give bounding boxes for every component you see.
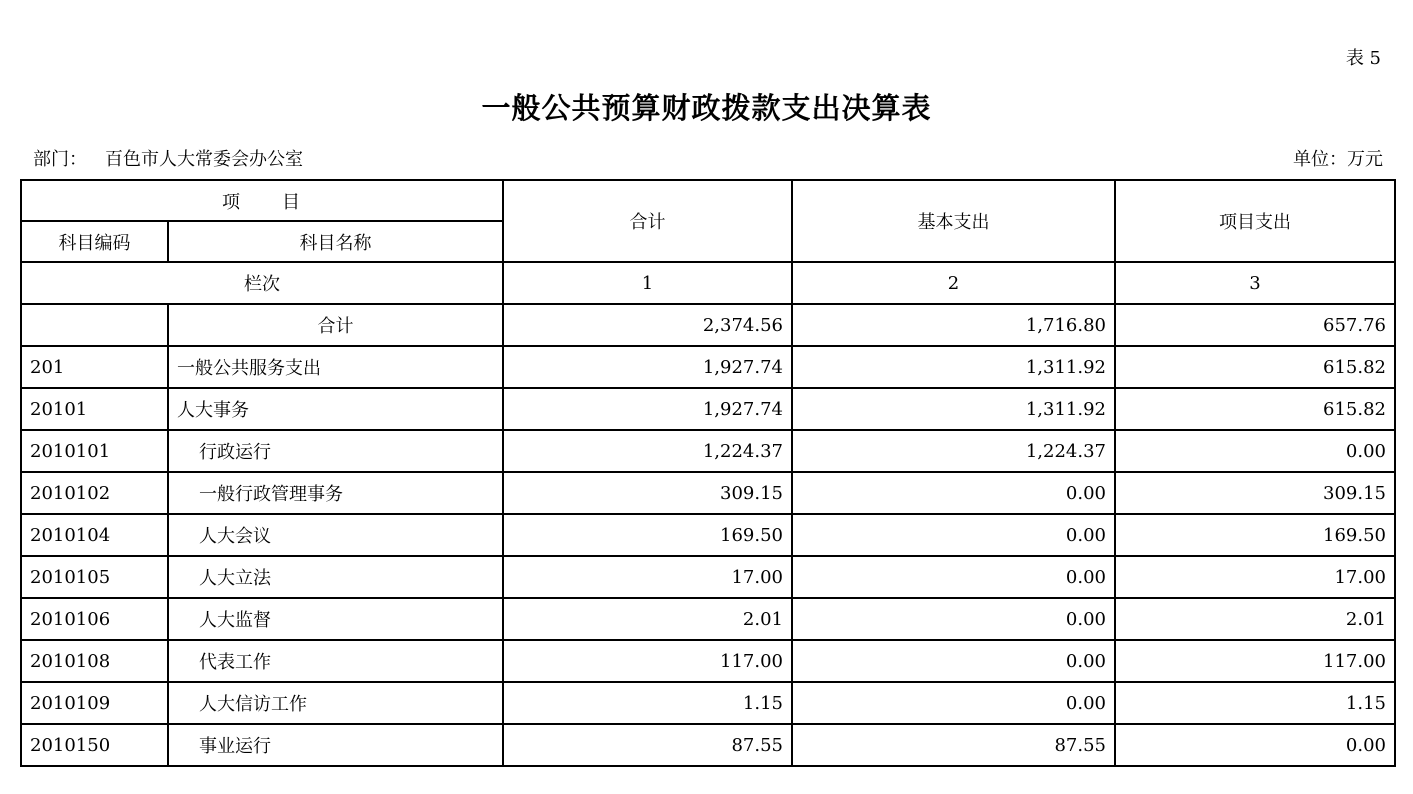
row-project: 117.00	[1115, 640, 1395, 682]
row-project: 169.50	[1115, 514, 1395, 556]
table-number: 表 5	[1345, 48, 1381, 69]
row-total: 117.00	[503, 640, 792, 682]
row-project: 2.01	[1115, 598, 1395, 640]
row-code: 2010106	[21, 598, 168, 640]
budget-table	[20, 179, 1396, 767]
row-basic: 0.00	[792, 682, 1115, 724]
sequence-row	[21, 262, 1395, 304]
table-row	[21, 724, 1395, 766]
table-row	[21, 514, 1395, 556]
row-basic: 0.00	[792, 514, 1115, 556]
summary-code	[21, 304, 168, 346]
row-code: 2010150	[21, 724, 168, 766]
page-title: 一般公共预算财政拨款支出决算表	[481, 91, 932, 125]
row-name: 人大信访工作	[168, 682, 503, 724]
department-name: 百色市人大常委会办公室	[105, 149, 303, 170]
summary-label: 合计	[168, 304, 503, 346]
row-basic: 0.00	[792, 640, 1115, 682]
row-project: 0.00	[1115, 430, 1395, 472]
row-basic: 1,311.92	[792, 346, 1115, 388]
row-basic: 1,224.37	[792, 430, 1115, 472]
row-name: 一般公共服务支出	[168, 346, 503, 388]
department-label: 部门：	[33, 149, 87, 170]
row-project: 1.15	[1115, 682, 1395, 724]
row-total: 1,927.74	[503, 388, 792, 430]
row-basic: 87.55	[792, 724, 1115, 766]
sequence-2: 2	[792, 262, 1115, 304]
row-project: 615.82	[1115, 346, 1395, 388]
row-name: 行政运行	[168, 430, 503, 472]
row-total: 169.50	[503, 514, 792, 556]
row-code: 2010104	[21, 514, 168, 556]
sequence-1: 1	[503, 262, 792, 304]
row-project: 309.15	[1115, 472, 1395, 514]
row-code: 2010101	[21, 430, 168, 472]
row-code: 2010102	[21, 472, 168, 514]
header-basic: 基本支出	[792, 180, 1115, 262]
row-code: 2010108	[21, 640, 168, 682]
row-total: 1,927.74	[503, 346, 792, 388]
sequence-label: 栏次	[21, 262, 503, 304]
row-total: 2.01	[503, 598, 792, 640]
summary-row	[21, 304, 1395, 346]
row-name: 人大事务	[168, 388, 503, 430]
row-code: 201	[21, 346, 168, 388]
row-basic: 0.00	[792, 598, 1115, 640]
table-row	[21, 430, 1395, 472]
header-code: 科目编码	[21, 221, 168, 262]
table-row	[21, 556, 1395, 598]
row-code: 2010105	[21, 556, 168, 598]
header-item: 项 目	[21, 180, 503, 221]
row-total: 1,224.37	[503, 430, 792, 472]
row-name: 代表工作	[168, 640, 503, 682]
row-code: 2010109	[21, 682, 168, 724]
unit-label: 单位：万元	[1293, 149, 1383, 170]
header-total: 合计	[503, 180, 792, 262]
row-project: 0.00	[1115, 724, 1395, 766]
row-name: 人大监督	[168, 598, 503, 640]
row-name: 人大立法	[168, 556, 503, 598]
row-code: 20101	[21, 388, 168, 430]
department-line	[33, 145, 303, 171]
row-total: 1.15	[503, 682, 792, 724]
header-row-1	[21, 180, 1395, 221]
row-basic: 0.00	[792, 472, 1115, 514]
row-total: 87.55	[503, 724, 792, 766]
header-name: 科目名称	[168, 221, 503, 262]
table-row	[21, 640, 1395, 682]
row-basic: 1,311.92	[792, 388, 1115, 430]
summary-project: 657.76	[1115, 304, 1395, 346]
table-row	[21, 598, 1395, 640]
row-basic: 0.00	[792, 556, 1115, 598]
row-total: 309.15	[503, 472, 792, 514]
table-row	[21, 682, 1395, 724]
row-project: 17.00	[1115, 556, 1395, 598]
row-name: 事业运行	[168, 724, 503, 766]
row-project: 615.82	[1115, 388, 1395, 430]
summary-basic: 1,716.80	[792, 304, 1115, 346]
summary-total: 2,374.56	[503, 304, 792, 346]
row-total: 17.00	[503, 556, 792, 598]
row-name: 人大会议	[168, 514, 503, 556]
table-row	[21, 388, 1395, 430]
header-project: 项目支出	[1115, 180, 1395, 262]
row-name: 一般行政管理事务	[168, 472, 503, 514]
table-row	[21, 472, 1395, 514]
sequence-3: 3	[1115, 262, 1395, 304]
table-row	[21, 346, 1395, 388]
